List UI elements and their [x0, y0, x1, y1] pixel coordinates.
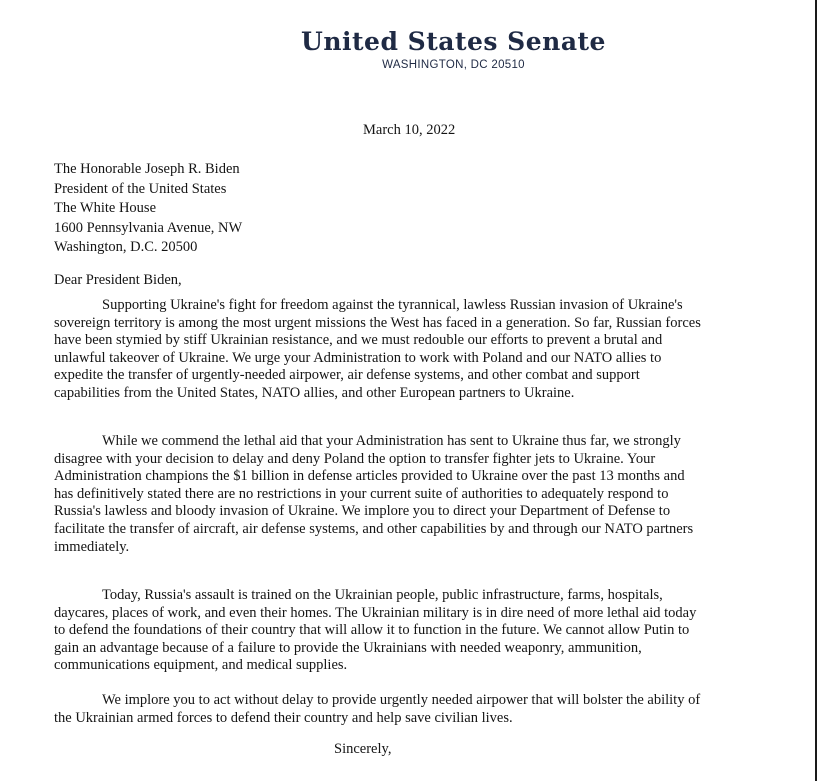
closing: Sincerely, [334, 741, 392, 757]
paragraph-line: disagree with your decision to delay and deny Poland the option to transfer fighter jets to Ukraine. Your [54, 450, 656, 467]
body-paragraph-4 [54, 692, 784, 727]
paragraph-line: daycares, places of work, and even their homes. The Ukrainian military is in dire need of more lethal aid today [54, 604, 697, 621]
paragraph-line: immediately. [54, 538, 130, 555]
letter-date: March 10, 2022 [363, 122, 456, 138]
paragraph-line: has definitively stated there are no restrictions in your current suite of authorities to adequately respond to [54, 485, 669, 502]
paragraph-line: communications equipment, and medical supplies. [54, 657, 348, 674]
paragraph-line: Russia's lawless and bloody invasion of Ukraine. We implore you to direct your Department of Defense to [54, 503, 671, 520]
paragraph-line: While we commend the lethal aid that your Administration has sent to Ukraine thus far, we strongly [102, 433, 681, 449]
paragraph-line: the Ukrainian armed forces to defend their country and help save civilian lives. [54, 709, 513, 726]
address-line: The Honorable Joseph R. Biden [54, 161, 240, 177]
paragraph-line: facilitate the transfer of aircraft, air defense systems, and other capabilities by and through our NATO partners [54, 520, 694, 537]
paragraph-line: gain an advantage because of a failure to provide the Ukrainians with needed weaponry, ammunition, [54, 639, 642, 656]
paragraph-line: expedite the transfer of urgently-needed airpower, air defense systems, and other combat and support [54, 367, 640, 384]
paragraph-line: capabilities from the United States, NATO allies, and other European partners to Ukraine. [54, 384, 575, 401]
address-line: The White House [54, 200, 157, 216]
paragraph-line: unlawful takeover of Ukraine. We urge your Administration to work with Poland and our NATO allies to [54, 349, 662, 366]
paragraph-line: Today, Russia's assault is trained on the Ukrainian people, public infrastructure, farms, hospitals, [102, 587, 663, 603]
recipient-address [54, 160, 242, 258]
paragraph-line: to defend the foundations of their country that will allow it to function in the future. We cannot allow Putin to [54, 622, 690, 639]
address-line: 1600 Pennsylvania Avenue, NW [54, 219, 243, 236]
body-paragraph-3 [54, 587, 784, 675]
body-paragraph-1 [54, 297, 784, 403]
paragraph-line: We implore you to act without delay to provide urgently needed airpower that will bolster the ability of [102, 692, 701, 708]
address-line: President of the United States [54, 180, 227, 197]
body-paragraph-2 [54, 433, 784, 556]
letterhead [0, 26, 817, 72]
senate-address: WASHINGTON, DC 20510 [382, 59, 525, 71]
paragraph-line: Administration champions the $1 billion in defense articles provided to Ukraine over the past 13 months and [54, 468, 685, 485]
salutation: Dear President Biden, [54, 272, 182, 288]
senate-title: United States Senate [301, 27, 606, 56]
paragraph-line: Supporting Ukraine's fight for freedom against the tyrannical, lawless Russian invasion of Ukraine's [102, 297, 683, 313]
paragraph-line: have been stymied by stiff Ukrainian resistance, and we must redouble our efforts to prevent a brutal and [54, 332, 663, 349]
paragraph-line: sovereign territory is among the most urgent missions the West has faced in a generation. So far, Russian forces [54, 314, 701, 331]
address-line: Washington, D.C. 20500 [54, 239, 198, 255]
